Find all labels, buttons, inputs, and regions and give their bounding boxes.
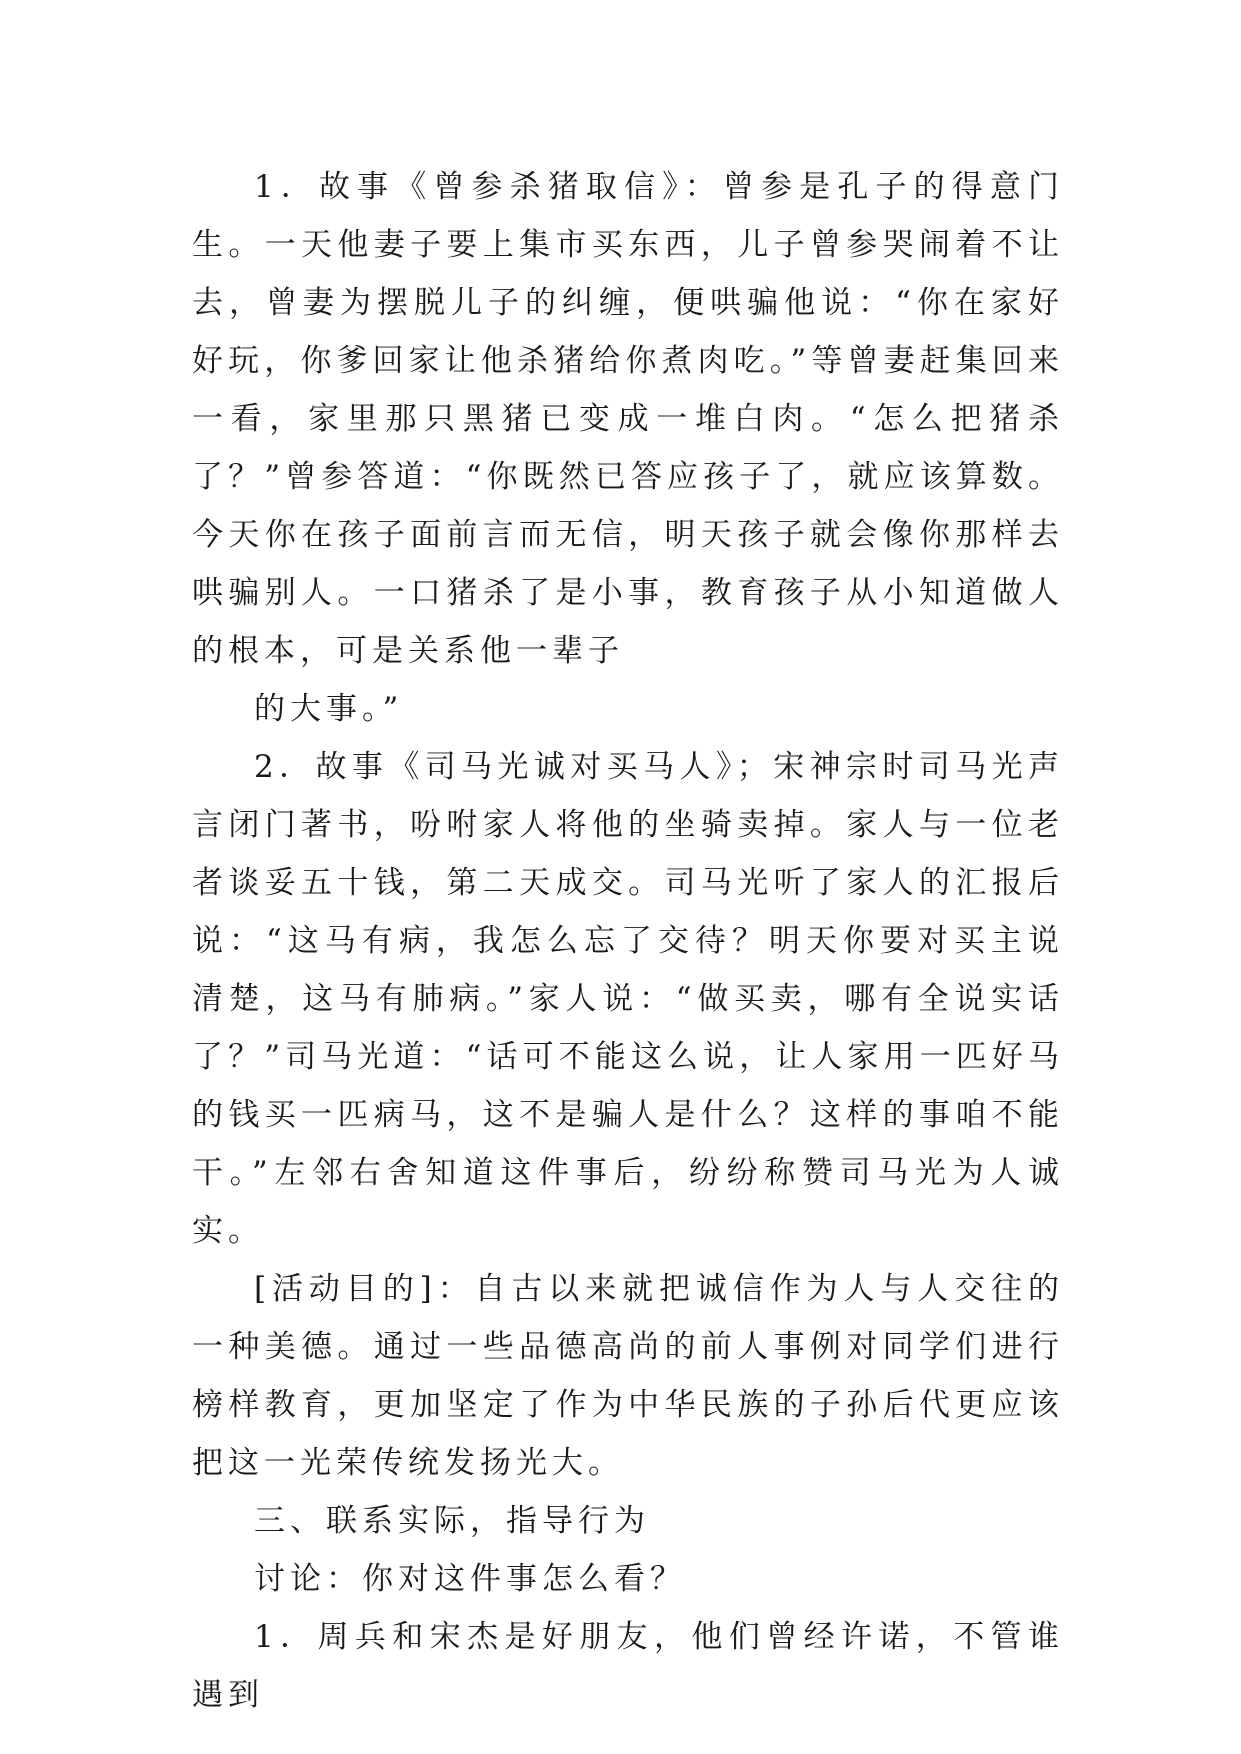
paragraph-story-simaguang: 2．故事《司马光诚对买马人》；宋神宗时司马光声言闭门著书，吩咐家人将他的坐骑卖掉。家人与一位老者谈妥五十钱，第二天成交。司马光听了家人的汇报后说：“这马有病，我怎么忘了交待？明天你要对买主说清楚，这马有肺病。”家人说：“做买卖，哪有全说实话了？”司马光道：“话可不能这么说，让人家用一匹好马的钱买一匹病马，这不是骗人是什么？这样的事咱不能干。”左邻右舍知道这件事后，纷纷称赞司马光为人诚实。 bbox=[192, 749, 1064, 1249]
section-heading-practice: 三、联系实际，指导行为 bbox=[254, 1503, 650, 1539]
paragraph-story-zengshen-end: 的大事。” bbox=[254, 691, 404, 727]
paragraph-story-zengshen: 1．故事《曾参杀猪取信》：曾参是孔子的得意门生。一天他妻子要上集市买东西，儿子曾参哭闹着不让去，曾妻为摆脱儿子的纠缠，便哄骗他说：“你在家好好玩，你爹回家让他杀猪给你煮肉吃。”等曾妻赶集回来一看，家里那只黑猪已变成一堆白肉。“怎么把猪杀了？”曾参答道：“你既然已答应孩子了，就应该算数。今天你在孩子面前言而无信，明天孩子就会像你那样去哄骗别人。一口猪杀了是小事，教育孩子从小知道做人的根本，可是关系他一辈子 bbox=[192, 169, 1064, 669]
paragraph-case-1: 1．周兵和宋杰是好朋友，他们曾经许诺，不管谁遇到 bbox=[192, 1619, 1064, 1713]
paragraph-activity-purpose: [活动目的]：自古以来就把诚信作为人与人交往的一种美德。通过一些品德高尚的前人事例对同学们进行榜样教育，更加坚定了作为中华民族的子孙后代更应该把这一光荣传统发扬光大。 bbox=[192, 1271, 1064, 1481]
paragraph-discussion: 讨论：你对这件事怎么看？ bbox=[254, 1561, 686, 1597]
document-body bbox=[192, 158, 1064, 1724]
